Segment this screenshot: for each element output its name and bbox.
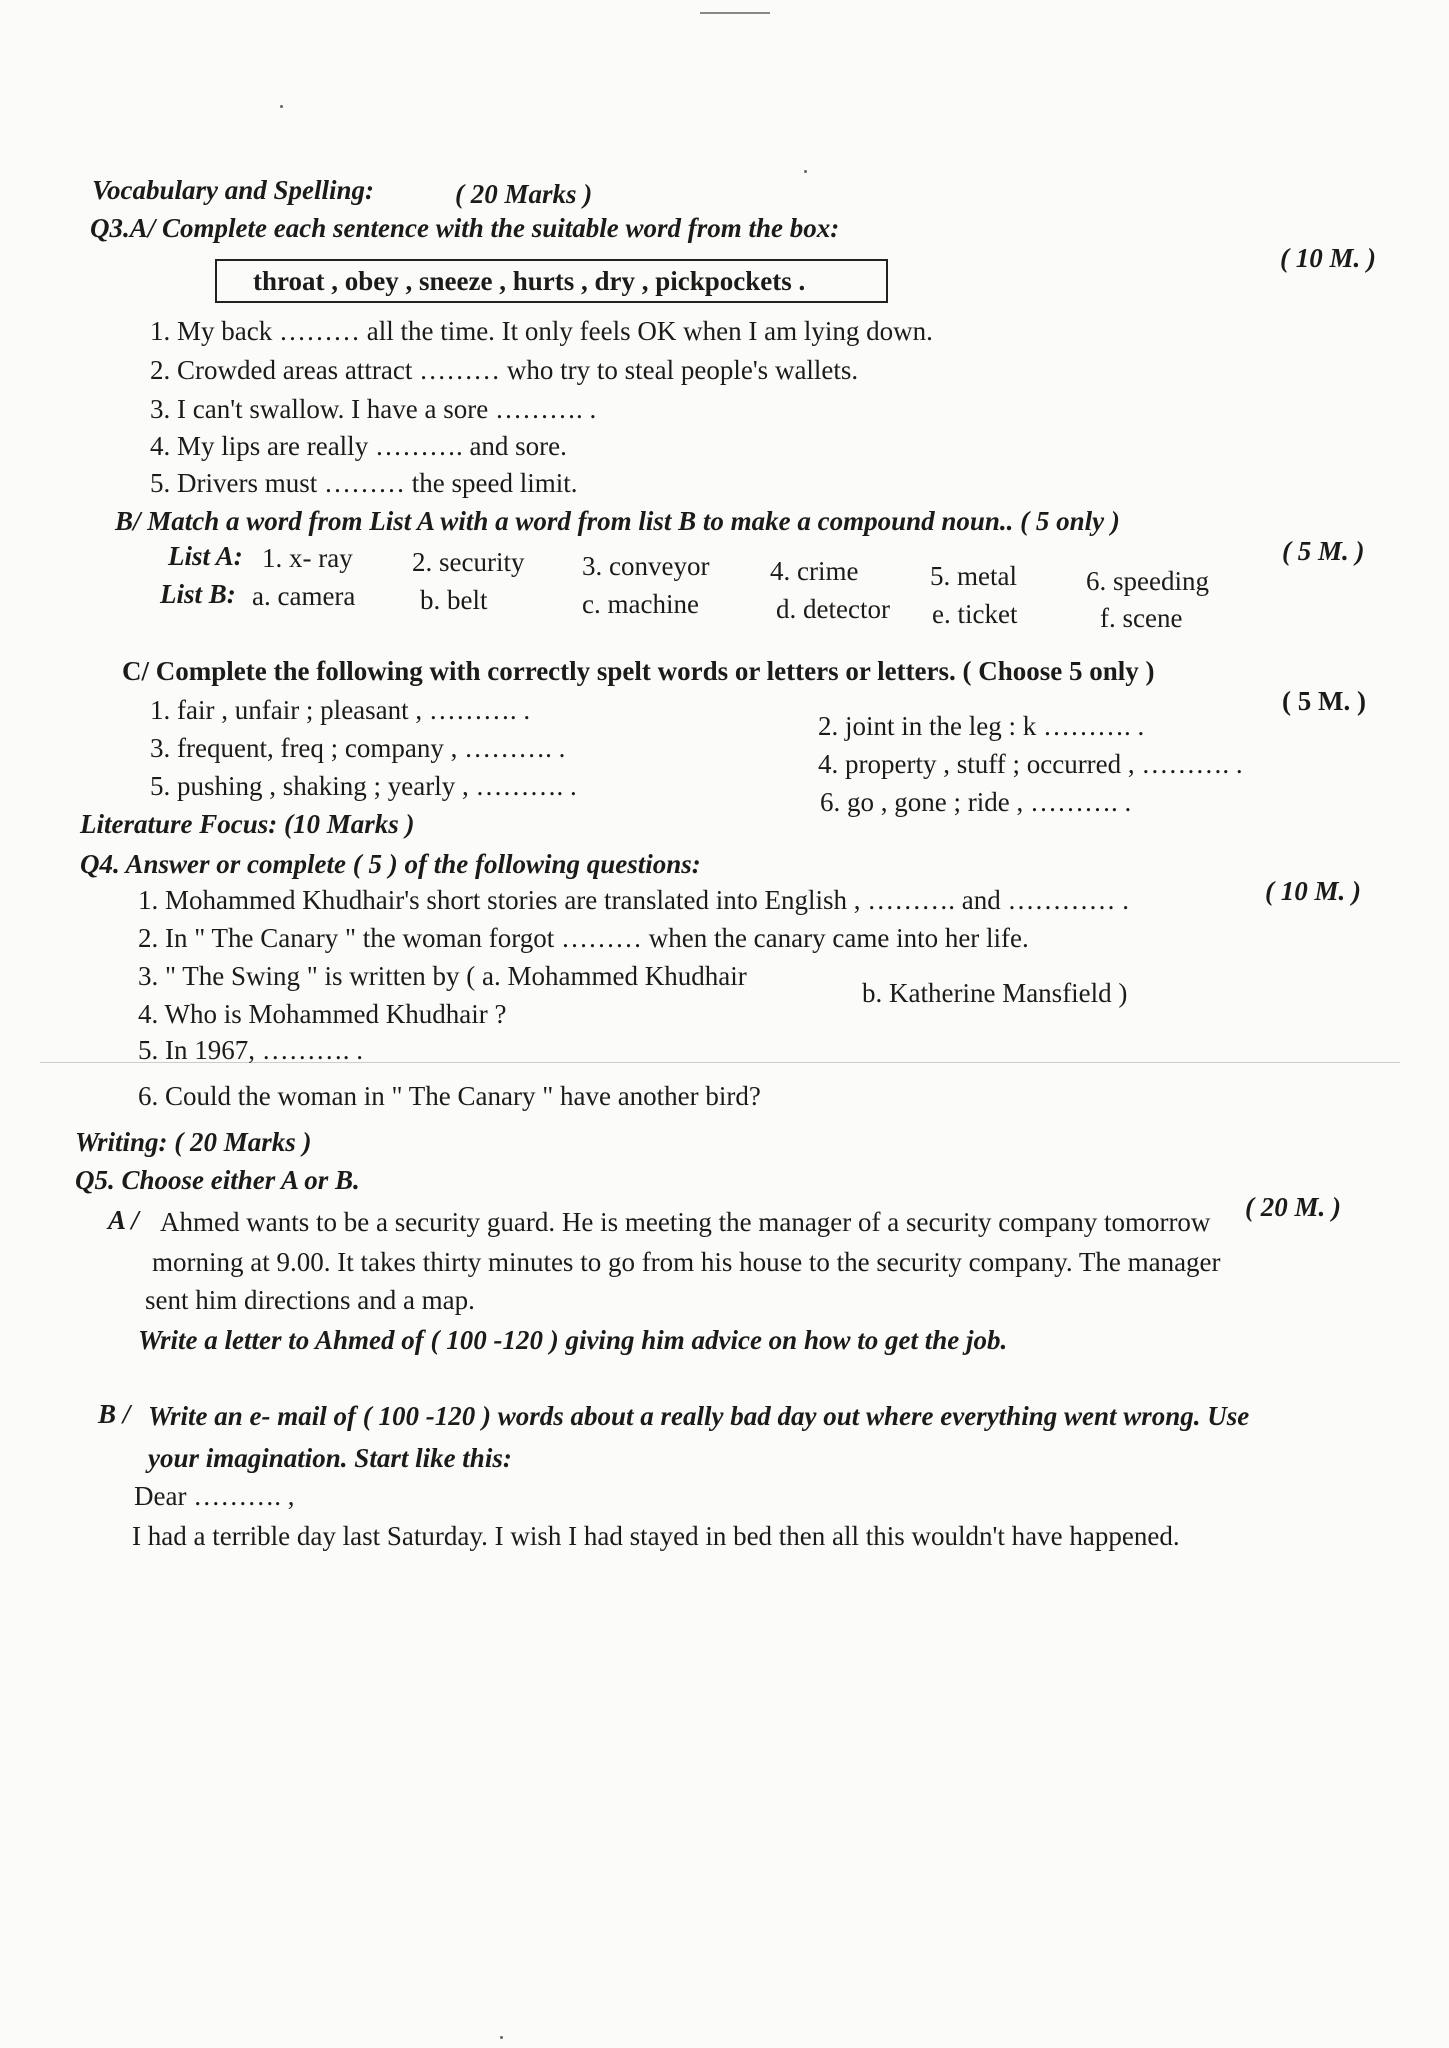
question-3: 3. " The Swing " is written by ( a. Mohammed Khudhair [138, 961, 747, 991]
list-a-item: 4. crime [770, 556, 859, 586]
q3b-marks: ( 5 M. ) [1282, 536, 1365, 566]
list-a-item: 1. x- ray [262, 543, 353, 573]
question-4: 4. Who is Mohammed Khudhair ? [138, 999, 507, 1029]
option-b-task: Write an e- mail of ( 100 -120 ) words about a really bad day out where everything went wrong. Use [148, 1401, 1250, 1431]
question-5: 5. In 1967, ………. . [138, 1035, 363, 1065]
list-a-item: 3. conveyor [582, 551, 710, 581]
list-a-label: List A: [168, 541, 243, 571]
scan-speck [280, 105, 283, 108]
q5-marks: ( 20 M. ) [1245, 1192, 1341, 1222]
spelling-item: 6. go , gone ; ride , ………. . [820, 787, 1132, 817]
option-b-label: B / [98, 1399, 131, 1429]
list-a-item: 5. metal [930, 561, 1017, 591]
q5-title: Q5. Choose either A or B. [75, 1165, 360, 1195]
option-a-text: Ahmed wants to be a security guard. He is meeting the manager of a security company tomorrow [160, 1207, 1211, 1237]
option-a-text: morning at 9.00. It takes thirty minutes to go from his house to the security company. The manager [152, 1247, 1221, 1277]
q4-title: Q4. Answer or complete ( 5 ) of the following questions: [80, 849, 701, 879]
sentence-3: 3. I can't swallow. I have a sore ………. . [150, 394, 597, 424]
list-b-item: e. ticket [932, 599, 1018, 629]
spelling-item: 1. fair , unfair ; pleasant , ………. . [150, 695, 531, 725]
scan-mark [700, 12, 770, 14]
list-b-item: c. machine [582, 589, 699, 619]
option-b-task: your imagination. Start like this: [148, 1443, 512, 1473]
list-a-item: 2. security [412, 547, 525, 577]
q3a-title: Q3.A/ Complete each sentence with the suitable word from the box: [90, 213, 840, 243]
option-a-label: A / [108, 1205, 139, 1235]
q3a-marks: ( 10 M. ) [1280, 243, 1376, 273]
q3b-title: B/ Match a word from List A with a word from list B to make a compound noun.. ( 5 only ) [115, 506, 1120, 536]
q3c-marks: ( 5 M. ) [1282, 686, 1366, 716]
option-a-text: sent him directions and a map. [145, 1285, 475, 1315]
sentence-5: 5. Drivers must ……… the speed limit. [150, 468, 578, 498]
scan-speck [804, 170, 807, 173]
sentence-1: 1. My back ……… all the time. It only feels OK when I am lying down. [150, 316, 933, 346]
question-6: 6. Could the woman in " The Canary " have another bird? [138, 1081, 761, 1111]
section-heading-vocabulary: Vocabulary and Spelling: [92, 175, 375, 205]
section-heading-literature: Literature Focus: (10 Marks ) [80, 809, 415, 839]
list-a-item: 6. speeding [1086, 566, 1209, 596]
q4-marks: ( 10 M. ) [1265, 876, 1361, 906]
list-b-item: b. belt [420, 585, 488, 615]
list-b-item: f. scene [1100, 603, 1183, 633]
scan-speck [500, 2036, 503, 2039]
option-b-start: I had a terrible day last Saturday. I wish I had stayed in bed then all this wouldn't have happened. [132, 1521, 1180, 1551]
sentence-2: 2. Crowded areas attract ……… who try to steal people's wallets. [150, 355, 859, 385]
option-b-start: Dear ………. , [134, 1481, 295, 1511]
list-b-item: d. detector [776, 594, 890, 624]
list-b-label: List B: [160, 579, 236, 609]
list-b-item: a. camera [252, 581, 356, 611]
spelling-item: 4. property , stuff ; occurred , ………. . [818, 749, 1243, 779]
word-box: throat , obey , sneeze , hurts , dry , pickpockets . [215, 259, 888, 303]
question-1: 1. Mohammed Khudhair's short stories are translated into English , ………. and ………… . [138, 885, 1129, 915]
spelling-item: 2. joint in the leg : k ………. . [818, 711, 1145, 741]
section-heading-writing: Writing: ( 20 Marks ) [75, 1127, 312, 1157]
section-marks-vocabulary: ( 20 Marks ) [455, 179, 593, 209]
option-a-task: Write a letter to Ahmed of ( 100 -120 ) giving him advice on how to get the job. [138, 1325, 1008, 1355]
spelling-item: 5. pushing , shaking ; yearly , ………. . [150, 771, 577, 801]
q3c-title: C/ Complete the following with correctly spelt words or letters or letters. ( Choose 5 only ) [122, 656, 1155, 686]
spelling-item: 3. frequent, freq ; company , ………. . [150, 733, 566, 763]
question-3-option-b: b. Katherine Mansfield ) [862, 978, 1128, 1008]
question-2: 2. In " The Canary " the woman forgot ……… when the canary came into her life. [138, 923, 1029, 953]
sentence-4: 4. My lips are really ………. and sore. [150, 431, 567, 461]
